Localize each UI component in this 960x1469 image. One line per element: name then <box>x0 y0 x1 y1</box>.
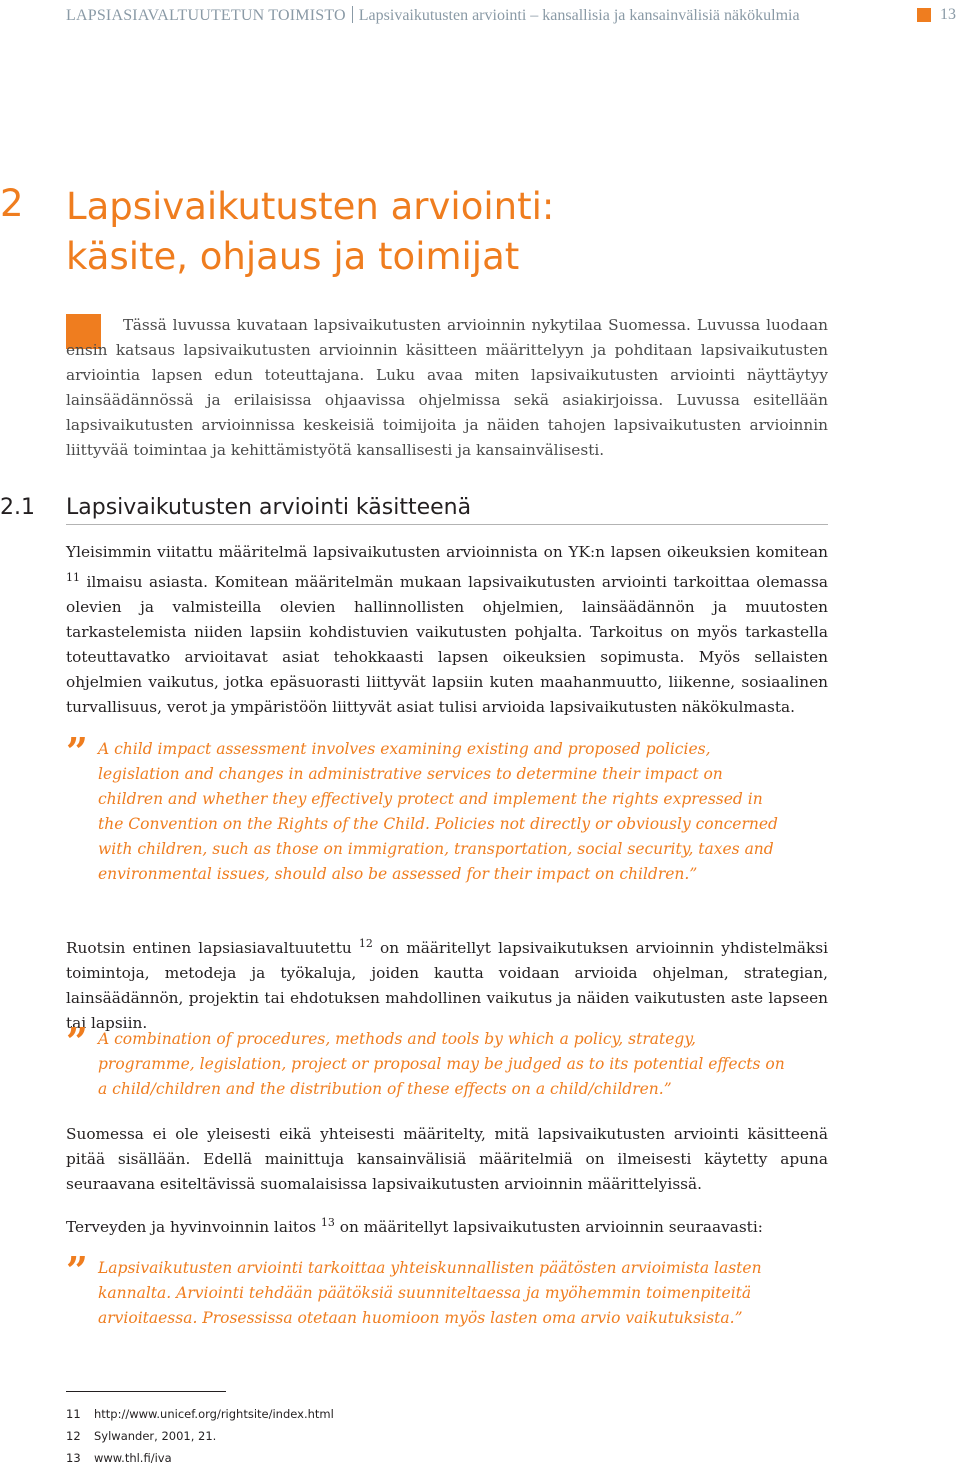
footnote-link[interactable]: http://www.unicef.org/rightsite/index.html <box>94 1407 334 1421</box>
footnote-ref-13: 13 <box>320 1216 335 1229</box>
header-organization: LAPSIASIAVALTUUTETUN TOIMISTO <box>66 7 346 24</box>
paragraph-2-text-a: Ruotsin entinen lapsiasiavaltuutettu <box>66 939 352 957</box>
chapter-title <box>66 182 554 282</box>
footnote-number: 11 <box>66 1407 81 1421</box>
paragraph-3: Suomessa ei ole yleisesti eikä yhteisesti määritelty, mitä lapsivaikutusten arviointi käsitteenä pitää sisällään. Edellä mainittuja kansainvälisiä määritelmiä on ilmeisesti käytetty apuna seuraavana esiteltävissä suomalaisissa lapsivaikutusten arvioinnin määrittelyissä. <box>66 1125 828 1193</box>
page-marker-square <box>917 8 931 22</box>
page-number: 13 <box>940 6 956 23</box>
blockquote-2: A combination of procedures, methods and tools by which a policy, strategy, programme, legislation, project or proposal may be judged as to its potential effects on a child/children and the distribution of these effects on a child/children.” <box>98 1030 785 1098</box>
footnote-text: Sylwander, 2001, 21. <box>94 1429 217 1443</box>
quote-mark-icon: ” <box>66 729 88 774</box>
chapter-number: 2 <box>0 182 24 225</box>
paragraph-4-text-b: on määritellyt lapsivaikutusten arvioinnin seuraavasti: <box>334 1218 763 1236</box>
paragraph-1-text-b: ilmaisu asiasta. Komitean määritelmän mukaan lapsivaikutusten arviointi tarkoittaa olemassa olevien ja valmisteilla olevien hallinnollisten ohjelmien, lainsäädännön ja muutosten tarkastelemista niiden lapsiin kohdistuvien vaikutusten pohjalta. Tarkoitus on myös tarkastella toteuttavatko arvioitavat asiat tehokkaasti lapsen oikeuksien sopimusta. Myös sellaisten ohjelmien vaikutus, jotka epäsuorasti liittyvät lapsiin kuten maahanmuutto, liikenne, sosiaalinen turvallisuus, verot ja ympäristöön liittyvät asiat tulisi arvioida lapsivaikutusten näkökulmasta. <box>66 573 828 716</box>
running-header <box>66 6 960 26</box>
paragraph-2-text-b: on määritellyt lapsivaikutuksen arvioinnin yhdistelmäksi toimintoja, metodeja ja työkaluja, joiden kautta voidaan arvioida ohjelman, strategian, lainsäädännön, projektin tai ehdotuksen mahdollinen vaikutus ja näiden vaikutusten aste lapseen tai lapsiin. <box>66 939 828 1032</box>
chapter-title-line-2: käsite, ohjaus ja toimijat <box>66 235 520 278</box>
blockquote-1: A child impact assessment involves examining existing and proposed policies, legislation and changes in administrative services to determine their impact on children and whether they effectively protect and implement the rights expressed in the Convention on the Rights of the Child. Policies not directly or obviously concerned with children, such as those on immigration, transportation, social security, taxes and environmental issues, should also be assessed for their impact on children.” <box>98 740 778 883</box>
section-number: 2.1 <box>0 495 35 520</box>
blockquote-3: Lapsivaikutusten arviointi tarkoittaa yhteiskunnallisten päätösten arvioimista lasten kannalta. Arviointi tehdään päätöksiä suunniteltaessa ja myöhemmin toimenpiteitä arvioitaessa. Prosessissa otetaan huomioon myös lasten oma arvio vaikutuksista.” <box>98 1259 762 1327</box>
footnote-divider <box>66 1391 226 1392</box>
footnote-number: 13 <box>66 1451 81 1465</box>
footnote-ref-11: 11 <box>66 571 80 584</box>
paragraph-4 <box>66 1210 828 1240</box>
footnote-13 <box>66 1451 172 1465</box>
footnote-number: 12 <box>66 1429 81 1443</box>
chapter-title-line-1: Lapsivaikutusten arviointi: <box>66 185 555 228</box>
quote-mark-icon: ” <box>66 1019 88 1064</box>
paragraph-4-text-a: Terveyden ja hyvinvoinnin laitos <box>66 1218 317 1236</box>
paragraph-1-text-a: Yleisimmin viitattu määritelmä lapsivaikutusten arvioinnista on YK:n lapsen oikeuksien komitean <box>66 543 828 561</box>
footnote-ref-12: 12 <box>358 937 373 950</box>
quote-mark-icon: ” <box>66 1248 88 1293</box>
footnote-11 <box>66 1407 334 1421</box>
footnote-12 <box>66 1429 216 1443</box>
header-subtitle: Lapsivaikutusten arviointi – kansallisia ja kansainvälisiä näkökulmia <box>358 7 800 24</box>
section-title: Lapsivaikutusten arviointi käsitteenä <box>66 495 472 520</box>
paragraph-2 <box>66 931 828 1036</box>
footnote-link[interactable]: www.thl.fi/iva <box>94 1451 172 1465</box>
chapter-intro: Tässä luvussa kuvataan lapsivaikutusten arvioinnin nykytilaa Suomessa. Luvussa luodaan ensin katsaus lapsivaikutusten arvioinnin käsitteen määrittelyyn ja pohditaan lapsivaikutusten arviointia lapsen edun toteuttajana. Luku avaa miten lapsivaikutusten arviointi näyttäytyy lainsäädännössä ja erilaisissa ohjaavissa ohjelmissa sekä asiakirjoissa. Luvussa esitellään lapsivaikutusten arvioinnissa keskeisiä toimijoita ja näiden tahojen lapsivaikutusten arvioinnin liittyvää toimintaa ja kehittämistyötä kansallisesti ja kansainvälisesti. <box>66 316 828 459</box>
section-divider <box>66 524 828 525</box>
header-separator <box>352 6 353 23</box>
paragraph-1 <box>66 540 828 720</box>
